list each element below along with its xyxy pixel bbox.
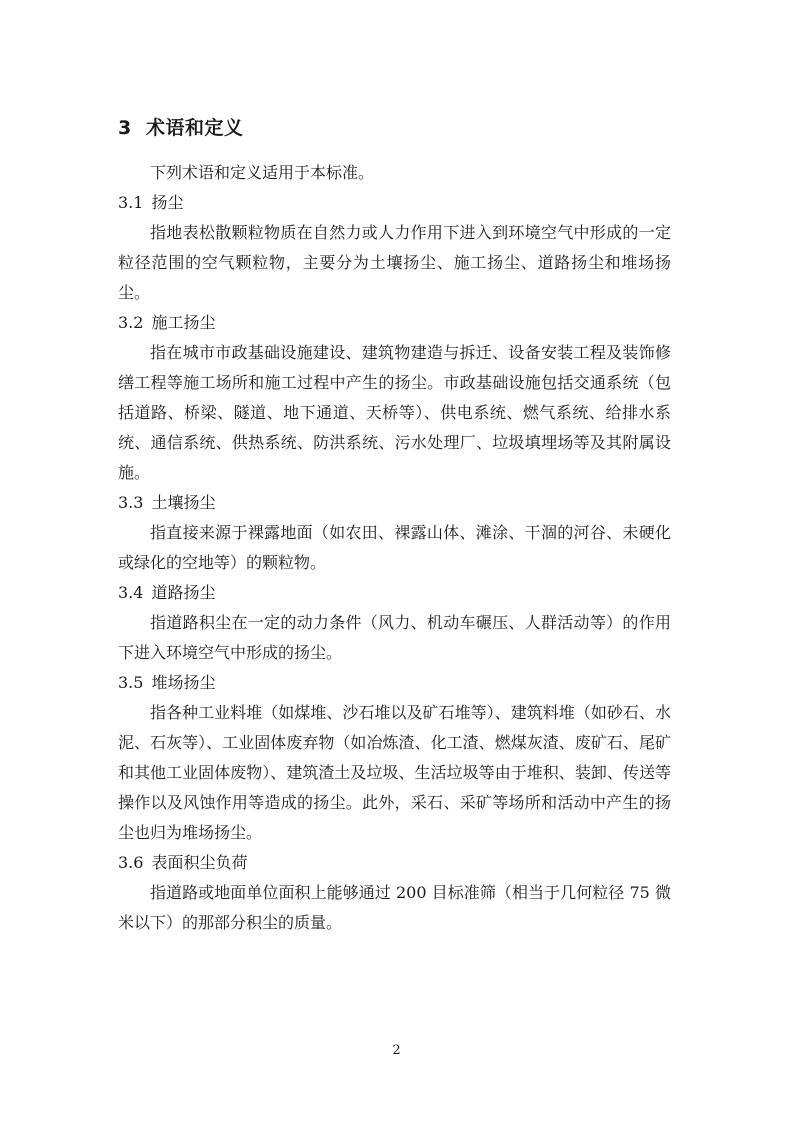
term-number: 3.5 <box>118 673 144 692</box>
term-definition: 指道路积尘在一定的动力条件（风力、机动车碾压、人群活动等）的作用下进入环境空气中形成的扬尘。 <box>118 613 671 662</box>
term-heading <box>118 668 671 698</box>
term-definition: 指道路或地面单位面积上能够通过 200 目标准筛（相当于几何粒径 75 微米以下）的那部分积尘的质量。 <box>118 883 671 932</box>
section-title: 术语和定义 <box>145 117 244 139</box>
term-heading <box>118 488 671 518</box>
term-name: 扬尘 <box>151 193 184 212</box>
section-intro: 下列术语和定义适用于本标准。 <box>150 163 375 182</box>
term-number: 3.3 <box>118 493 144 512</box>
section-number: 3 <box>118 117 132 139</box>
term-definition: 指在城市市政基础设施建设、建筑物建造与拆迁、设备安装工程及装饰修缮工程等施工场所和施工过程中产生的扬尘。市政基础设施包括交通系统（包括道路、桥梁、隧道、地下通道、天桥等）、供电系统、燃气系统、给排水系统、通信系统、供热系统、防洪系统、污水处理厂、垃圾填埋场等及其附属设施。 <box>118 343 671 482</box>
term-definition: 指直接来源于裸露地面（如农田、裸露山体、滩涂、干涸的河谷、未硬化或绿化的空地等）的颗粒物。 <box>118 523 671 572</box>
term-entry <box>118 848 671 938</box>
term-number: 3.6 <box>118 853 144 872</box>
term-heading <box>118 848 671 878</box>
term-entry <box>118 668 671 848</box>
term-name: 土壤扬尘 <box>151 493 216 512</box>
term-definition: 指地表松散颗粒物质在自然力或人力作用下进入到环境空气中形成的一定粒径范围的空气颗粒物，主要分为土壤扬尘、施工扬尘、道路扬尘和堆场扬尘。 <box>118 223 671 302</box>
page-number: 2 <box>392 1043 401 1058</box>
term-entry <box>118 188 671 308</box>
term-heading <box>118 188 671 218</box>
section-heading <box>118 116 671 140</box>
term-entry <box>118 488 671 578</box>
term-number: 3.2 <box>118 313 144 332</box>
page-content <box>118 116 671 938</box>
term-definition: 指各种工业料堆（如煤堆、沙石堆以及矿石堆等）、建筑料堆（如砂石、水泥、石灰等）、工业固体废弃物（如冶炼渣、化工渣、燃煤灰渣、废矿石、尾矿和其他工业固体废物）、建筑渣土及垃圾、生活垃圾等由于堆积、装卸、传送等操作以及风蚀作用等造成的扬尘。此外，采石、采矿等场所和活动中产生的扬尘也归为堆场扬尘。 <box>118 703 671 842</box>
term-entry <box>118 578 671 668</box>
term-heading <box>118 308 671 338</box>
term-name: 道路扬尘 <box>151 583 216 602</box>
term-name: 堆场扬尘 <box>151 673 216 692</box>
term-name: 施工扬尘 <box>151 313 216 332</box>
term-number: 3.4 <box>118 583 144 602</box>
term-number: 3.1 <box>118 193 144 212</box>
term-heading <box>118 578 671 608</box>
term-entry <box>118 308 671 488</box>
term-name: 表面积尘负荷 <box>151 853 248 872</box>
